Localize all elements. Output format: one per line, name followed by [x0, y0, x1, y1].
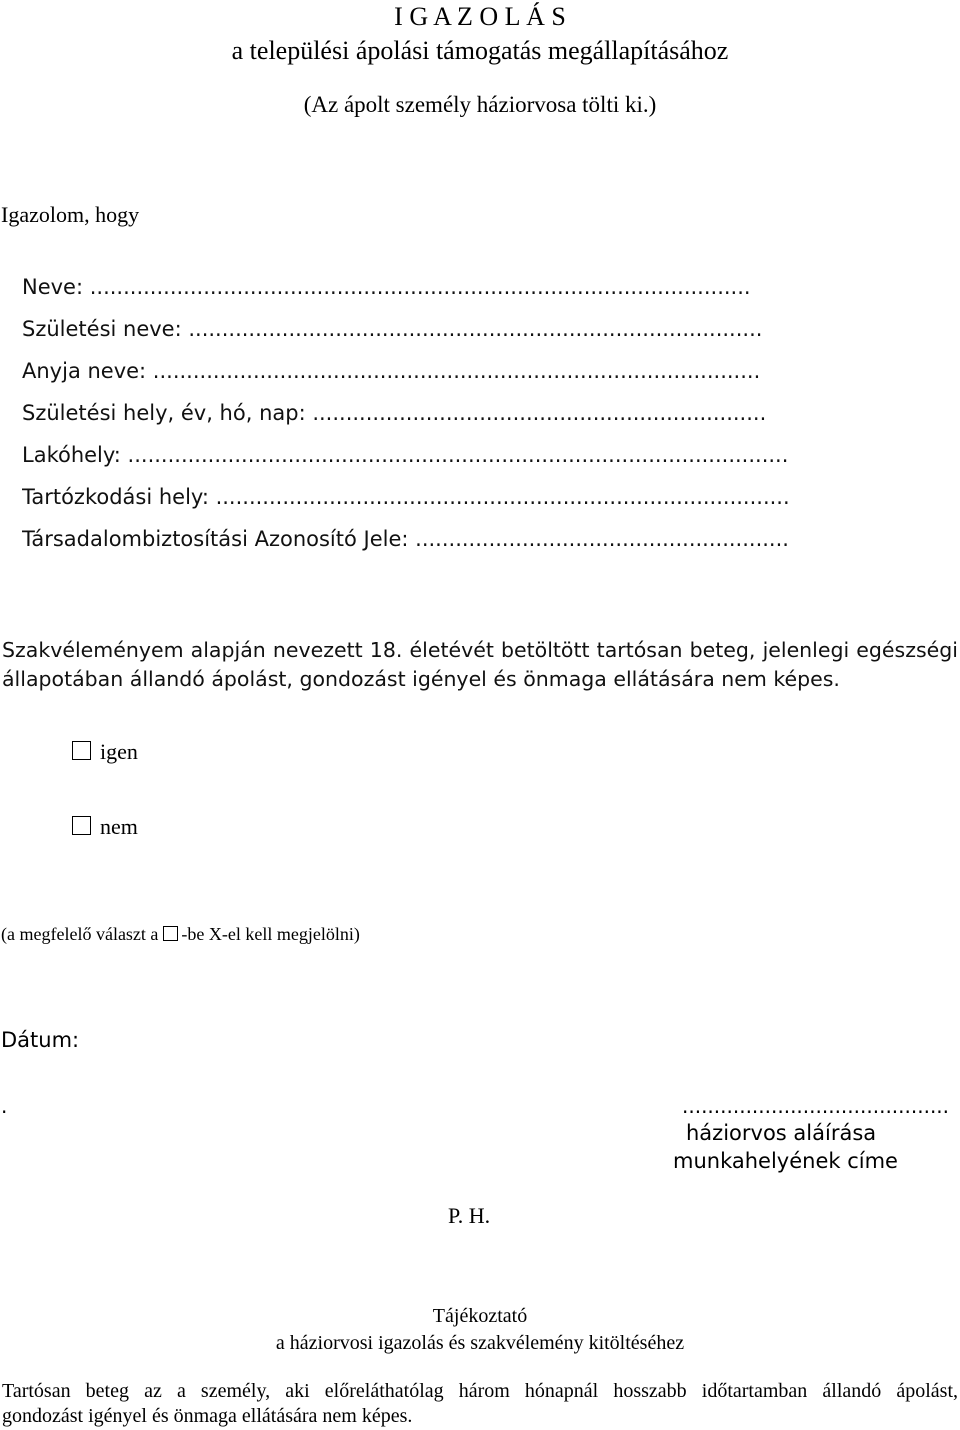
statement-line-1: Szakvéleményem alapján nevezett 18. életévét betöltött tartósan beteg, jelenlegi egészségi — [2, 638, 958, 662]
info-subtitle: a háziorvosi igazolás és szakvélemény kitöltéséhez — [275, 1332, 685, 1354]
field-temporary-residence[interactable]: Tartózkodási hely: ...................................................................................... — [22, 485, 790, 509]
signature-label: háziorvos aláírása — [686, 1121, 877, 1145]
field-name[interactable]: Neve: ................................................................................................... — [22, 275, 751, 299]
option-yes[interactable] — [72, 739, 138, 765]
instruction-after: -be X-el kell megjelölni) — [181, 924, 360, 944]
checkbox-symbol-icon — [163, 926, 178, 941]
field-residence[interactable]: Lakóhely: ................................................................................................... — [22, 443, 789, 467]
field-social-security-number[interactable]: Társadalombiztosítási Azonosító Jele: ........................................................ — [22, 527, 789, 551]
field-mother-name[interactable]: Anyja neve: ........................................................................................... — [22, 359, 761, 383]
statement-line-2: állapotában állandó ápolást, gondozást igényel és önmaga ellátására nem képes. — [2, 667, 840, 691]
instruction-before: (a megfelelő választ a — [1, 924, 159, 944]
document-title: I G A Z O L Á S — [394, 2, 566, 31]
option-no-label: nem — [100, 814, 138, 839]
document-note: (Az ápolt személy háziorvosa tölti ki.) — [303, 92, 657, 117]
instruction-note — [1, 924, 360, 945]
document-subtitle: a települési ápolási támogatás megállapításához — [231, 36, 729, 65]
field-birth-name[interactable]: Születési neve: ...................................................................................... — [22, 317, 763, 341]
info-body-line-2: gondozást igényel és önmaga ellátására nem képes. — [2, 1405, 413, 1427]
intro-text: Igazolom, hogy — [1, 202, 140, 227]
date-label: Dátum: — [1, 1028, 80, 1052]
checkbox-no[interactable] — [72, 816, 91, 835]
checkbox-yes[interactable] — [72, 741, 91, 760]
signature-line[interactable]: .......................................... — [682, 1094, 950, 1118]
option-yes-label: igen — [100, 739, 138, 764]
stamp-placeholder: P. H. — [448, 1203, 491, 1228]
info-body-line-1: Tartósan beteg az a személy, aki előreláthatólag három hónapnál hosszabb időtartamban állandó ápolást, — [2, 1380, 958, 1402]
info-title: Tájékoztató — [432, 1305, 528, 1327]
workplace-label: munkahelyének címe — [673, 1149, 898, 1173]
option-no[interactable] — [72, 814, 138, 840]
field-birth-place-date[interactable]: Születési hely, év, hó, nap: .................................................................... — [22, 401, 767, 425]
date-dot[interactable]: . — [1, 1094, 8, 1118]
